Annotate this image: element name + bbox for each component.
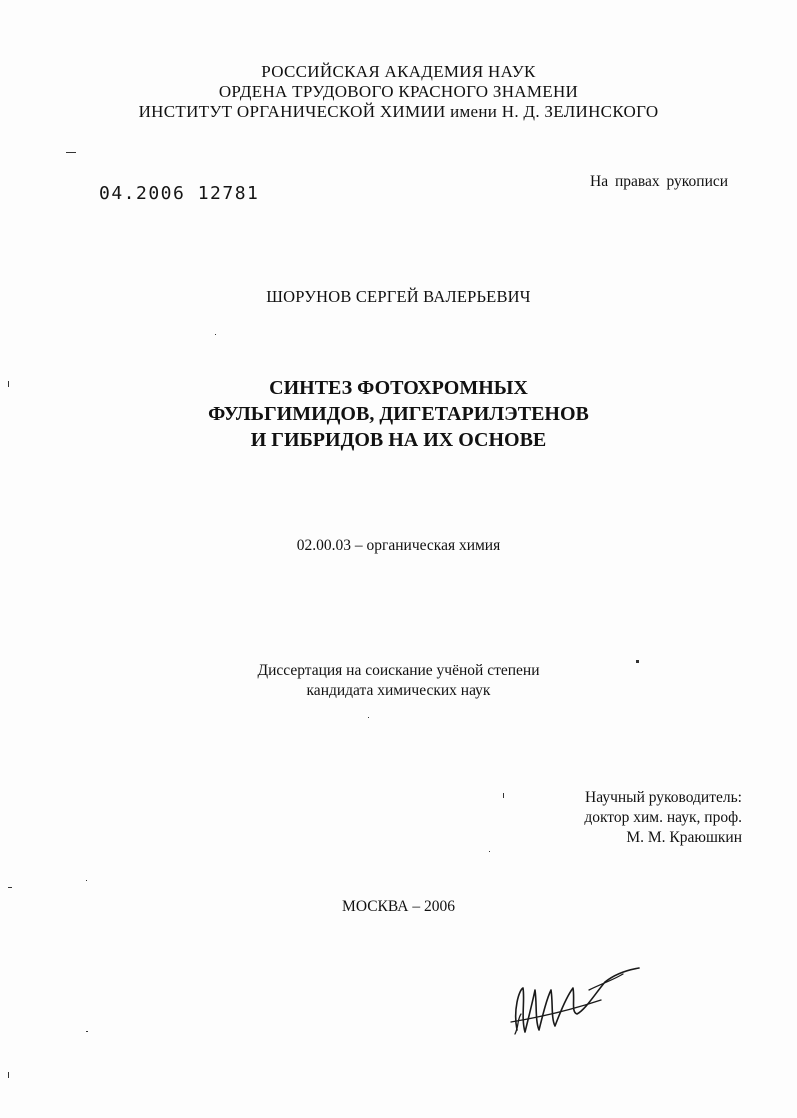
title-line-1: СИНТЕЗ ФОТОХРОМНЫХ bbox=[269, 377, 528, 399]
advisor-name: М. М. Краюшкин bbox=[626, 829, 742, 846]
scan-speck bbox=[8, 1072, 9, 1078]
scan-speck bbox=[368, 717, 369, 718]
title-line-2: ФУЛЬГИМИДОВ, ДИГЕТАРИЛЭТЕНОВ bbox=[208, 403, 589, 425]
advisor-degree: доктор хим. наук, проф. bbox=[584, 809, 742, 826]
scan-speck bbox=[489, 851, 490, 852]
header-order: ОРДЕНА ТРУДОВОГО КРАСНОГО ЗНАМЕНИ bbox=[218, 82, 579, 101]
scan-speck bbox=[503, 793, 504, 798]
library-stamp-number: 04.2006 12781 bbox=[99, 183, 260, 204]
scan-speck bbox=[636, 660, 639, 663]
scan-speck bbox=[215, 334, 216, 335]
advisor-heading: Научный руководитель: bbox=[585, 789, 742, 806]
scan-speck bbox=[8, 887, 12, 888]
degree-line-1: Диссертация на соискание учёной степени bbox=[257, 662, 540, 679]
degree-line-2: кандидата химических наук bbox=[306, 682, 491, 699]
header-academy: РОССИЙСКАЯ АКАДЕМИЯ НАУК bbox=[261, 62, 536, 81]
specialty-code: 02.00.03 – органическая химия bbox=[296, 537, 501, 554]
scan-speck bbox=[8, 381, 9, 387]
handwritten-signature bbox=[505, 960, 645, 1040]
author-name: ШОРУНОВ СЕРГЕЙ ВАЛЕРЬЕВИЧ bbox=[266, 287, 531, 306]
city-year: МОСКВА – 2006 bbox=[342, 898, 455, 915]
rights-note: На правах рукописи bbox=[590, 173, 729, 190]
scan-speck bbox=[86, 1031, 88, 1032]
header-institute: ИНСТИТУТ ОРГАНИЧЕСКОЙ ХИМИИ имени Н. Д. ЗЕЛИНСКОГО bbox=[138, 102, 659, 121]
scan-speck bbox=[66, 152, 76, 153]
scan-speck bbox=[86, 880, 87, 881]
title-line-3: И ГИБРИДОВ НА ИХ ОСНОВЕ bbox=[250, 429, 547, 451]
